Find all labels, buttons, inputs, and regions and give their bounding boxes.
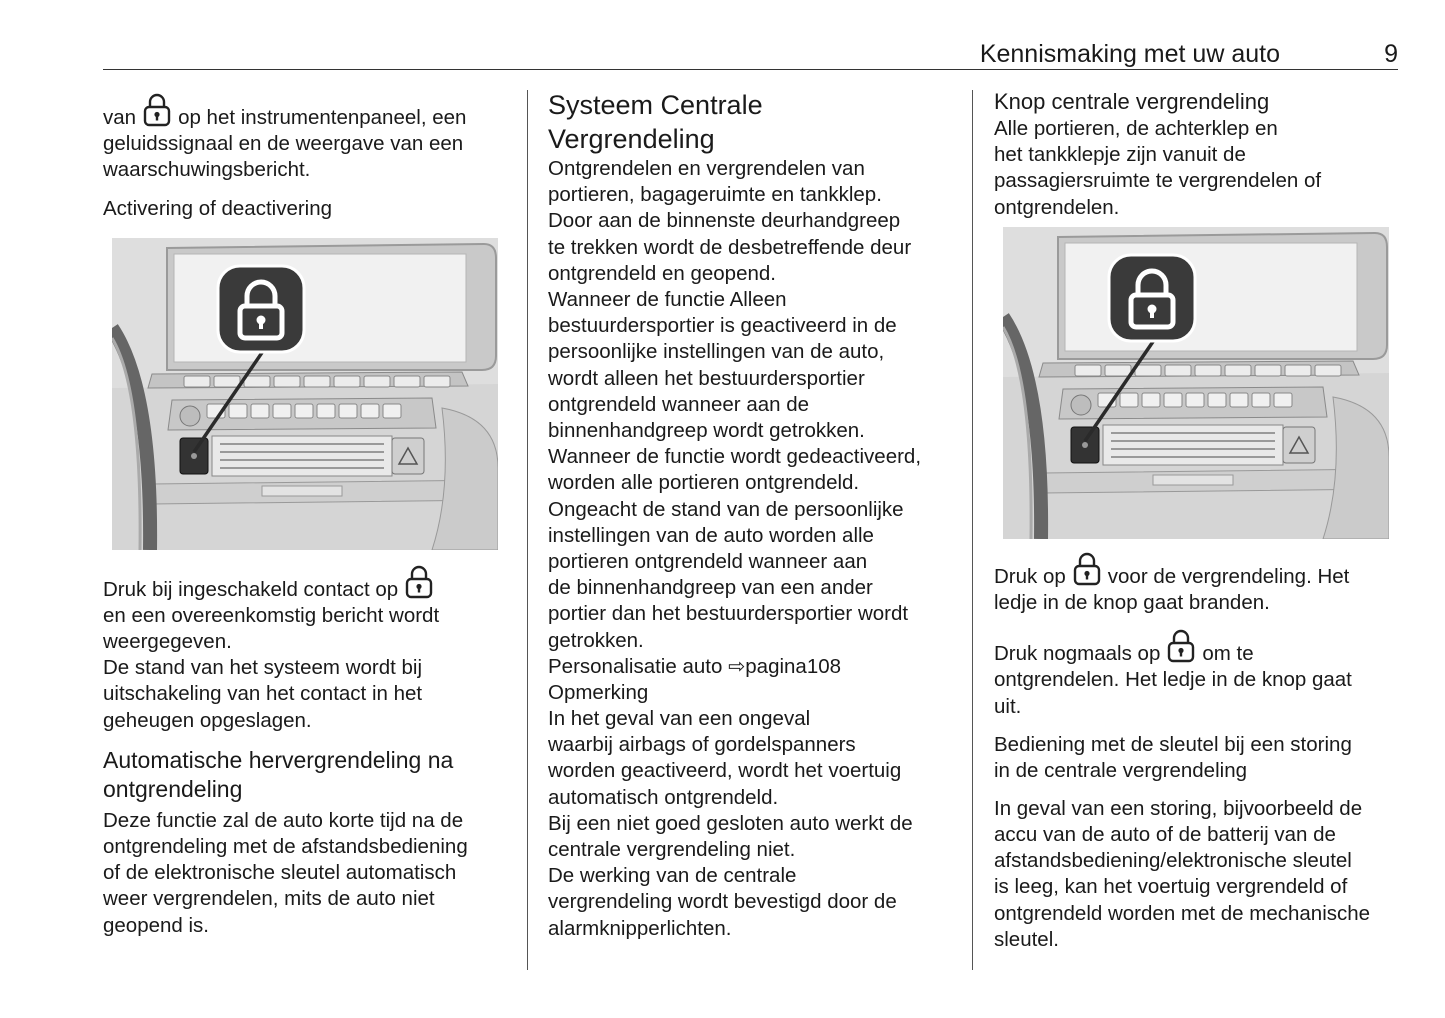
column-3	[994, 88, 1404, 953]
lock-icon	[1072, 551, 1102, 587]
dashboard-lock-illustration	[112, 238, 498, 550]
chapter-title: Kennismaking met uw auto	[979, 40, 1280, 68]
subheading-activering: Activering of deactivering	[103, 196, 333, 220]
lock-icon	[404, 564, 434, 600]
column-divider-left	[527, 90, 528, 970]
paragraph: van op het instrumentenpaneel, een geluidssignaal en de weergave van een waarschuwingsbericht.	[103, 92, 503, 184]
page-header	[103, 38, 1398, 70]
heading-knop-centrale-vergrendeling: Knop centrale vergrendeling	[994, 89, 1270, 114]
note-heading: Opmerking	[548, 681, 649, 705]
lock-icon	[1166, 628, 1196, 664]
paragraph: Deze functie zal de auto korte tijd na de ontgrendeling met de afstandsbediening of de elektronische sleutel automatisch weer vergrendelen, mits de auto niet geopend is.	[103, 808, 468, 937]
paragraph: In geval van een storing, bijvoorbeeld de accu van de auto of de batterij van de afstandsbediening/elektronische sleutel is leeg, kan het voertuig vergrendeld of ontgrendeld worden met de mechanische sleutel.	[994, 796, 1371, 951]
paragraph: Druk op voor de vergrendeling. Het ledje in de knop gaat branden.	[994, 551, 1404, 616]
lock-icon	[142, 92, 172, 128]
paragraph: Druk bij ingeschakeld contact op en een overeenkomstig bericht wordt weergegeven. De stand van het systeem wordt bij uitschakeling van het contact in het geheugen opgeslagen.	[103, 564, 503, 734]
heading-automatische-hervergrendeling: Automatische hervergrendeling na ontgrendeling	[103, 746, 454, 802]
column-divider-right	[972, 90, 973, 970]
paragraph: Ontgrendelen en vergrendelen van portieren, bagageruimte en tankklep. Door aan de binnenste deurhandgreep te trekken wordt de desbetreffende deur ontgrendeld en geopend. Wanneer de functie Alleen bestuurdersportier is geactiveerd in de persoonlijke instellingen van de auto, wordt alleen het bestuurdersportier ontgrendeld wanneer aan de binnenhandgreep wordt getrokken. Wanneer de functie wordt gedeactiveerd, worden alle portieren ontgrendeld. Ongeacht de stand van de persoonlijke instellingen van de auto worden alle portieren ontgrendeld wanneer aan de binnenhandgreep van een ander portier dan het bestuurdersportier wordt getrokken.	[548, 157, 922, 652]
column-1	[103, 88, 503, 939]
arrow-right-icon: ⇨	[728, 654, 746, 678]
column-2	[548, 88, 958, 942]
paragraph: Alle portieren, de achterklep en het tankklepje zijn vanuit de passagiersruimte te vergrendelen of ontgrendelen.	[994, 117, 1322, 219]
page-number: 9	[1384, 40, 1398, 68]
note-paragraph: In het geval van een ongeval waarbij airbags of gordelspanners worden geactiveerd, wordt het voertuig automatisch ontgrendeld. Bij een niet goed gesloten auto werkt de centrale vergrendeling niet. De werking van de centrale vergrendeling wordt bevestigd door de alarmknipperlichten.	[548, 707, 913, 940]
heading-systeem-centrale-vergrendeling: Systeem Centrale Vergrendeling	[548, 90, 763, 154]
paragraph: Druk nogmaals op om te ontgrendelen. Het ledje in de knop gaat uit.	[994, 628, 1404, 720]
subheading-bediening-met-sleutel: Bediening met de sleutel bij een storing in de centrale vergrendeling	[994, 732, 1352, 782]
cross-reference-link[interactable]: Personalisatie auto ⇨pagina108	[548, 654, 842, 678]
dashboard-lock-illustration	[1003, 227, 1389, 539]
